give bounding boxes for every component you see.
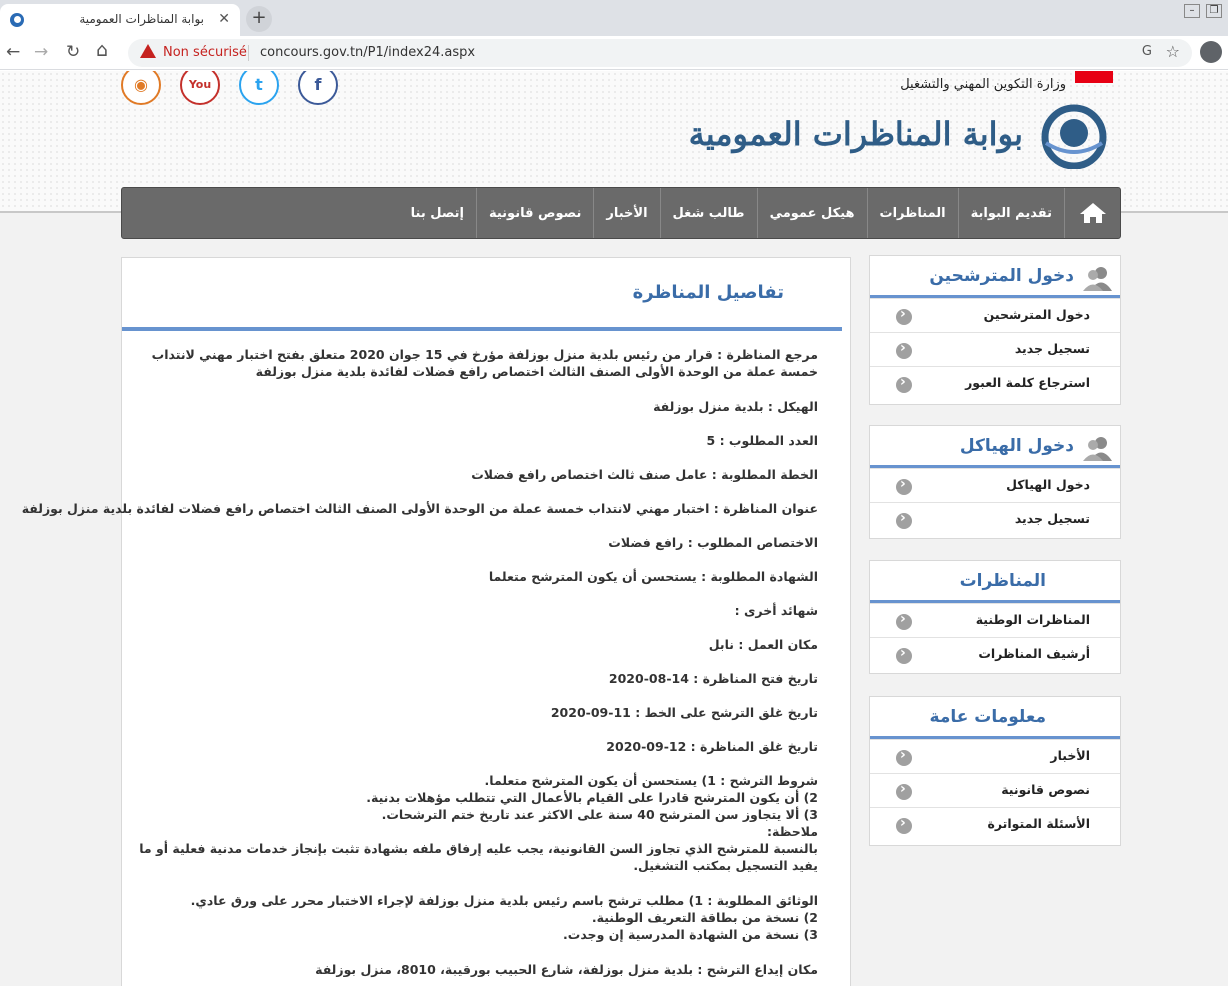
box-header	[870, 561, 1120, 603]
users-icon	[1082, 434, 1112, 462]
tab-title: بوابة المناظرات العمومية	[79, 12, 204, 26]
title-underline	[122, 327, 842, 331]
document-line: 3) نسخة من الشهادة المدرسية إن وجدت.	[563, 927, 818, 942]
sidebar-item-password-recovery[interactable]: استرجاع كلمة العبور ‹	[870, 366, 1120, 400]
nav-item-contact[interactable]: إتصل بنا	[410, 205, 464, 221]
browser-tab-bar	[0, 0, 1228, 36]
required-specialty: الاختصاص المطلوب : رافع فضلات	[608, 535, 818, 550]
nav-item-legal-texts[interactable]: نصوص قانونية	[476, 188, 593, 238]
contests-box	[869, 560, 1121, 674]
chevron-left-icon	[896, 750, 912, 766]
url-text[interactable]: concours.gov.tn/P1/index24.aspx	[260, 45, 476, 60]
nav-item-news[interactable]: الأخبار	[593, 188, 659, 238]
nav-item-portal[interactable]: تقديم البوابة	[958, 188, 1064, 238]
online-close-date: تاريخ غلق الترشح على الخط : 11-09-2020	[550, 705, 818, 720]
deposit-place: مكان إيداع الترشح : بلدية منزل بوزلفة، شارع الحبيب بورقيبة، 8010، منزل بوزلفة	[315, 962, 818, 977]
address-bar[interactable]	[128, 39, 1192, 67]
required-count: العدد المطلوب : 5	[706, 433, 818, 448]
general-info-box	[869, 696, 1121, 846]
nav-item-public-structure[interactable]: هيكل عمومي	[757, 188, 867, 238]
box-title: دخول الهياكل	[959, 436, 1074, 456]
sidebar-item-national-contests[interactable]: المناظرات الوطنية ‹	[870, 603, 1120, 637]
document-line: 2) نسخة من بطاقة التعريف الوطنية.	[591, 910, 818, 925]
browser-toolbar	[0, 36, 1228, 70]
nav-home-button[interactable]	[1064, 188, 1120, 238]
users-icon	[1082, 264, 1112, 292]
facebook-icon[interactable]: f	[298, 71, 338, 105]
home-button[interactable]: ⌂	[96, 39, 109, 61]
box-title: المناظرات	[959, 571, 1046, 591]
other-diplomas: شهائد أخرى :	[734, 603, 818, 618]
required-plan: الخطة المطلوبة : عامل صنف ثالث اختصاص رافع فضلات	[471, 467, 818, 482]
restore-icon[interactable]: ❐	[1206, 4, 1222, 18]
twitter-icon[interactable]: t	[239, 71, 279, 105]
chevron-left-icon	[896, 784, 912, 800]
back-button[interactable]: ←	[6, 42, 21, 62]
sidebar-item-legal-texts[interactable]: نصوص قانونية ‹	[870, 773, 1120, 807]
candidacy-conditions	[130, 772, 818, 874]
contest-reference: مرجع المناظرة : قرار من رئيس بلدية منزل بوزلفة مؤرخ في 15 جوان 2020 متعلق بفتح اختبار مهني لانتداب خمسة عملة من الوحدة الأولى الصنف الثالث اختصاص رافع فضلات لفائدة بلدية منزل بوزلفة	[151, 347, 818, 379]
minimize-icon[interactable]: –	[1184, 4, 1200, 18]
box-header	[870, 426, 1120, 468]
box-title: دخول المترشحين	[929, 266, 1074, 286]
nav-item-job-seeker[interactable]: طالب شغل	[660, 188, 757, 238]
condition-line: شروط الترشح : 1) يستحسن أن يكون المترشح متعلما.	[484, 773, 818, 788]
chevron-left-icon	[896, 818, 912, 834]
translate-icon[interactable]: G	[1141, 44, 1152, 59]
work-place: مكان العمل : نابل	[708, 637, 818, 652]
security-status[interactable]: Non sécurisé	[163, 45, 247, 60]
chevron-left-icon	[896, 309, 912, 325]
contest-open-date: تاريخ فتح المناظرة : 14-08-2020	[608, 671, 818, 686]
tab-close-icon[interactable]: ✕	[218, 11, 230, 27]
browser-tab[interactable]	[0, 4, 240, 36]
document-line: الوثائق المطلوبة : 1) مطلب ترشح باسم رئيس بلدية منزل بوزلفة لإجراء الاختبار محرر على ورق عادي.	[190, 893, 818, 908]
main-navigation	[121, 187, 1121, 239]
box-title: معلومات عامة	[929, 707, 1046, 727]
condition-line: 3) ألا يتجاوز سن المترشح 40 سنة على الاكثر عند تاريخ ختم الترشحات.	[381, 807, 818, 822]
condition-line: بالنسبة للمترشح الذي تجاوز السن القانونية، يجب عليه إرفاق ملفه بشهادة تثبت بإنجاز خدمات مدنية فعلية أو ما يفيد التسجيل بمكتب التشغيل.	[139, 841, 818, 873]
chevron-left-icon	[896, 479, 912, 495]
sidebar-item-structure-register[interactable]: تسجيل جديد ‹	[870, 502, 1120, 536]
youtube-icon[interactable]: You	[180, 71, 220, 105]
address-separator	[248, 45, 249, 61]
sidebar-item-candidate-register[interactable]: تسجيل جديد ‹	[870, 332, 1120, 366]
warning-icon	[140, 44, 156, 58]
page	[0, 71, 1228, 986]
site-favicon-icon	[10, 13, 24, 27]
profile-avatar[interactable]	[1200, 41, 1222, 63]
box-header	[870, 697, 1120, 739]
ministry-name: وزارة التكوين المهني والتشغيل	[900, 77, 1066, 92]
contest-details-title: تفاصيل المناظرة	[632, 282, 784, 303]
candidates-login-box	[869, 255, 1121, 405]
new-tab-button[interactable]: +	[246, 6, 272, 32]
required-diploma: الشهادة المطلوبة : يستحسن أن يكون المترشح متعلما	[488, 569, 818, 584]
portal-logo-icon[interactable]	[1036, 103, 1112, 169]
window-controls	[1178, 2, 1222, 18]
rss-icon[interactable]: ◉	[121, 71, 161, 105]
contest-title: عنوان المناظرة : اختبار مهني لانتداب خمسة عملة من الوحدة الأولى الصنف الثالث اختصاص رافع فضلات لفائدة بلدية منزل بوزلفة	[21, 501, 818, 516]
contest-details-panel	[21, 257, 851, 986]
chevron-left-icon	[896, 513, 912, 529]
sidebar-item-contests-archive[interactable]: أرشيف المناظرات ‹	[870, 637, 1120, 671]
nav-item-contests[interactable]: المناظرات	[867, 188, 958, 238]
condition-line: ملاحظة:	[767, 824, 818, 839]
structures-login-box	[869, 425, 1121, 539]
box-header	[870, 256, 1120, 298]
sidebar-item-structure-login[interactable]: دخول الهياكل ‹	[870, 468, 1120, 502]
contest-close-date: تاريخ غلق المناظرة : 12-09-2020	[606, 739, 818, 754]
sidebar-item-candidate-login[interactable]: دخول المترشحين ‹	[870, 298, 1120, 332]
required-documents	[130, 892, 818, 943]
home-icon	[1079, 202, 1107, 224]
tunisia-flag-icon	[1075, 71, 1113, 83]
site-header	[0, 71, 1228, 221]
portal-title[interactable]: بوابة المناظرات العمومية	[688, 115, 1023, 153]
sidebar-item-news[interactable]: الأخبار ‹	[870, 739, 1120, 773]
chevron-left-icon	[896, 614, 912, 630]
forward-button[interactable]: →	[34, 42, 49, 62]
reload-button[interactable]: ↻	[66, 42, 81, 62]
bookmark-star-icon[interactable]: ☆	[1165, 42, 1180, 61]
contest-structure: الهيكل : بلدية منزل بوزلفة	[653, 399, 818, 414]
chevron-left-icon	[896, 377, 912, 393]
condition-line: 2) أن يكون المترشح قادرا على القيام بالأعمال التي تتطلب مؤهلات بدنية.	[366, 790, 818, 805]
sidebar-item-faq[interactable]: الأسئلة المتواترة ‹	[870, 807, 1120, 841]
chevron-left-icon	[896, 648, 912, 664]
chevron-left-icon	[896, 343, 912, 359]
